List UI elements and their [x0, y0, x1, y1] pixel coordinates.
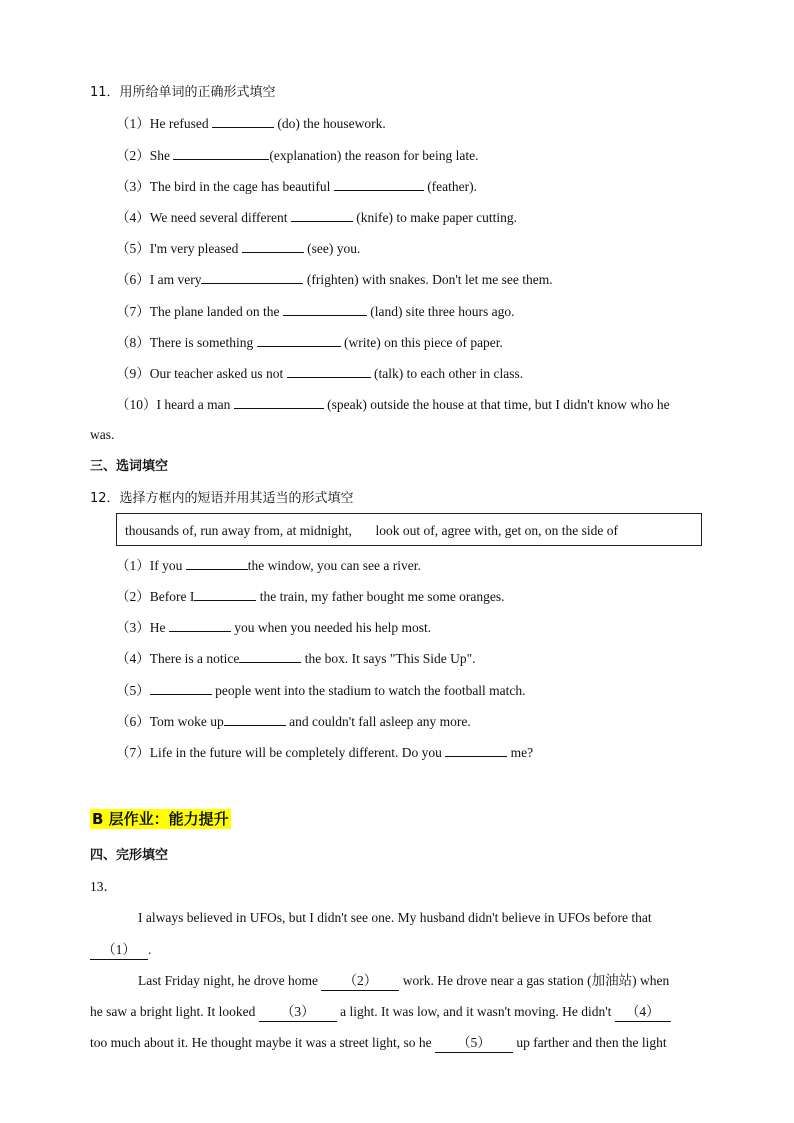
q13-paragraph-line-1: I always believed in UFOs, but I didn't see one. My husband didn't believe in UFOs before that	[138, 910, 652, 925]
q11-item-1: （1）He refused (do) the housework.	[116, 116, 386, 131]
q12-item-4: （4）There is a notice the box. It says "This Side Up".	[116, 651, 476, 666]
q13-paragraph-line-3: Last Friday night, he drove home （2） work. He drove near a gas station (加油站) when	[138, 972, 669, 991]
answer-blank[interactable]	[257, 333, 341, 347]
q13-paragraph-line-2: （1） .	[90, 941, 151, 960]
answer-blank[interactable]	[194, 587, 256, 601]
answer-blank[interactable]	[334, 177, 424, 191]
answer-blank[interactable]	[224, 712, 286, 726]
answer-blank[interactable]	[242, 239, 304, 253]
answer-blank[interactable]	[291, 208, 353, 222]
section-4-heading: 四、完形填空	[90, 848, 169, 863]
q12-item-1: （1）If you the window, you can see a river.	[116, 558, 421, 573]
answer-blank[interactable]	[173, 146, 269, 160]
answer-blank[interactable]	[287, 364, 371, 378]
q11-item-7: （7）The plane landed on the (land) site three hours ago.	[116, 304, 515, 319]
q11-item-2: （2）She (explanation) the reason for being late.	[116, 148, 479, 163]
answer-blank[interactable]	[186, 556, 248, 570]
q12-item-3: （3）He you when you needed his help most.	[116, 620, 432, 635]
q13-paragraph-line-4: he saw a bright light. It looked （3） a light. It was low, and it wasn't moving. He didn't （4）	[90, 1003, 671, 1022]
cloze-blank-3[interactable]: （3）	[259, 1003, 337, 1022]
answer-blank[interactable]	[234, 395, 324, 409]
q13-paragraph-line-5: too much about it. He thought maybe it was a street light, so he （5） up farther and then the light	[90, 1034, 667, 1053]
q11-title-text: 11．用所给单词的正确形式填空	[90, 85, 276, 100]
q11-item-8: （8）There is something (write) on this piece of paper.	[116, 335, 503, 350]
section-3-heading: 三、选词填空	[90, 459, 169, 474]
answer-blank[interactable]	[201, 270, 303, 284]
cloze-blank-5[interactable]: （5）	[435, 1034, 513, 1053]
q12-item-6: （6）Tom woke up and couldn't fall asleep any more.	[116, 714, 471, 729]
q11-item-3: （3）The bird in the cage has beautiful (feather).	[116, 179, 478, 194]
answer-blank[interactable]	[169, 618, 231, 632]
q11-item-10-continuation: was.	[90, 427, 115, 442]
answer-blank[interactable]	[283, 302, 367, 316]
q12-item-2: （2）Before I the train, my father bought me some oranges.	[116, 589, 505, 604]
q12-item-7: （7）Life in the future will be completely different. Do you me?	[116, 745, 534, 760]
q12-title: 12．选择方框内的短语并用其适当的形式填空	[90, 491, 354, 506]
answer-blank[interactable]	[445, 743, 507, 757]
q11-item-6: （6）I am very (frighten) with snakes. Don't let me see them.	[116, 272, 553, 287]
tier-b-heading: B 层作业：能力提升	[92, 810, 229, 828]
q11-item-10: （10）I heard a man (speak) outside the house at that time, but I didn't know who he	[116, 397, 670, 412]
q12-item-5: （5） people went into the stadium to watch the football match.	[116, 683, 526, 698]
q11-item-4: （4）We need several different (knife) to make paper cutting.	[116, 210, 518, 225]
q13-number: 13．	[90, 879, 117, 894]
q11-item-5: （5）I'm very pleased (see) you.	[116, 241, 361, 256]
answer-blank[interactable]	[150, 681, 212, 695]
cloze-blank-1[interactable]: （1）	[90, 941, 148, 960]
cloze-blank-4[interactable]: （4）	[615, 1003, 671, 1022]
q11-title	[90, 83, 276, 102]
answer-blank[interactable]	[239, 649, 301, 663]
q11-item-9: （9）Our teacher asked us not (talk) to each other in class.	[116, 366, 524, 381]
cloze-blank-2[interactable]: （2）	[321, 972, 399, 991]
answer-blank[interactable]	[212, 114, 274, 128]
word-bank-box: thousands of, run away from, at midnight, look out of, agree with, get on, on the side of	[116, 513, 702, 546]
